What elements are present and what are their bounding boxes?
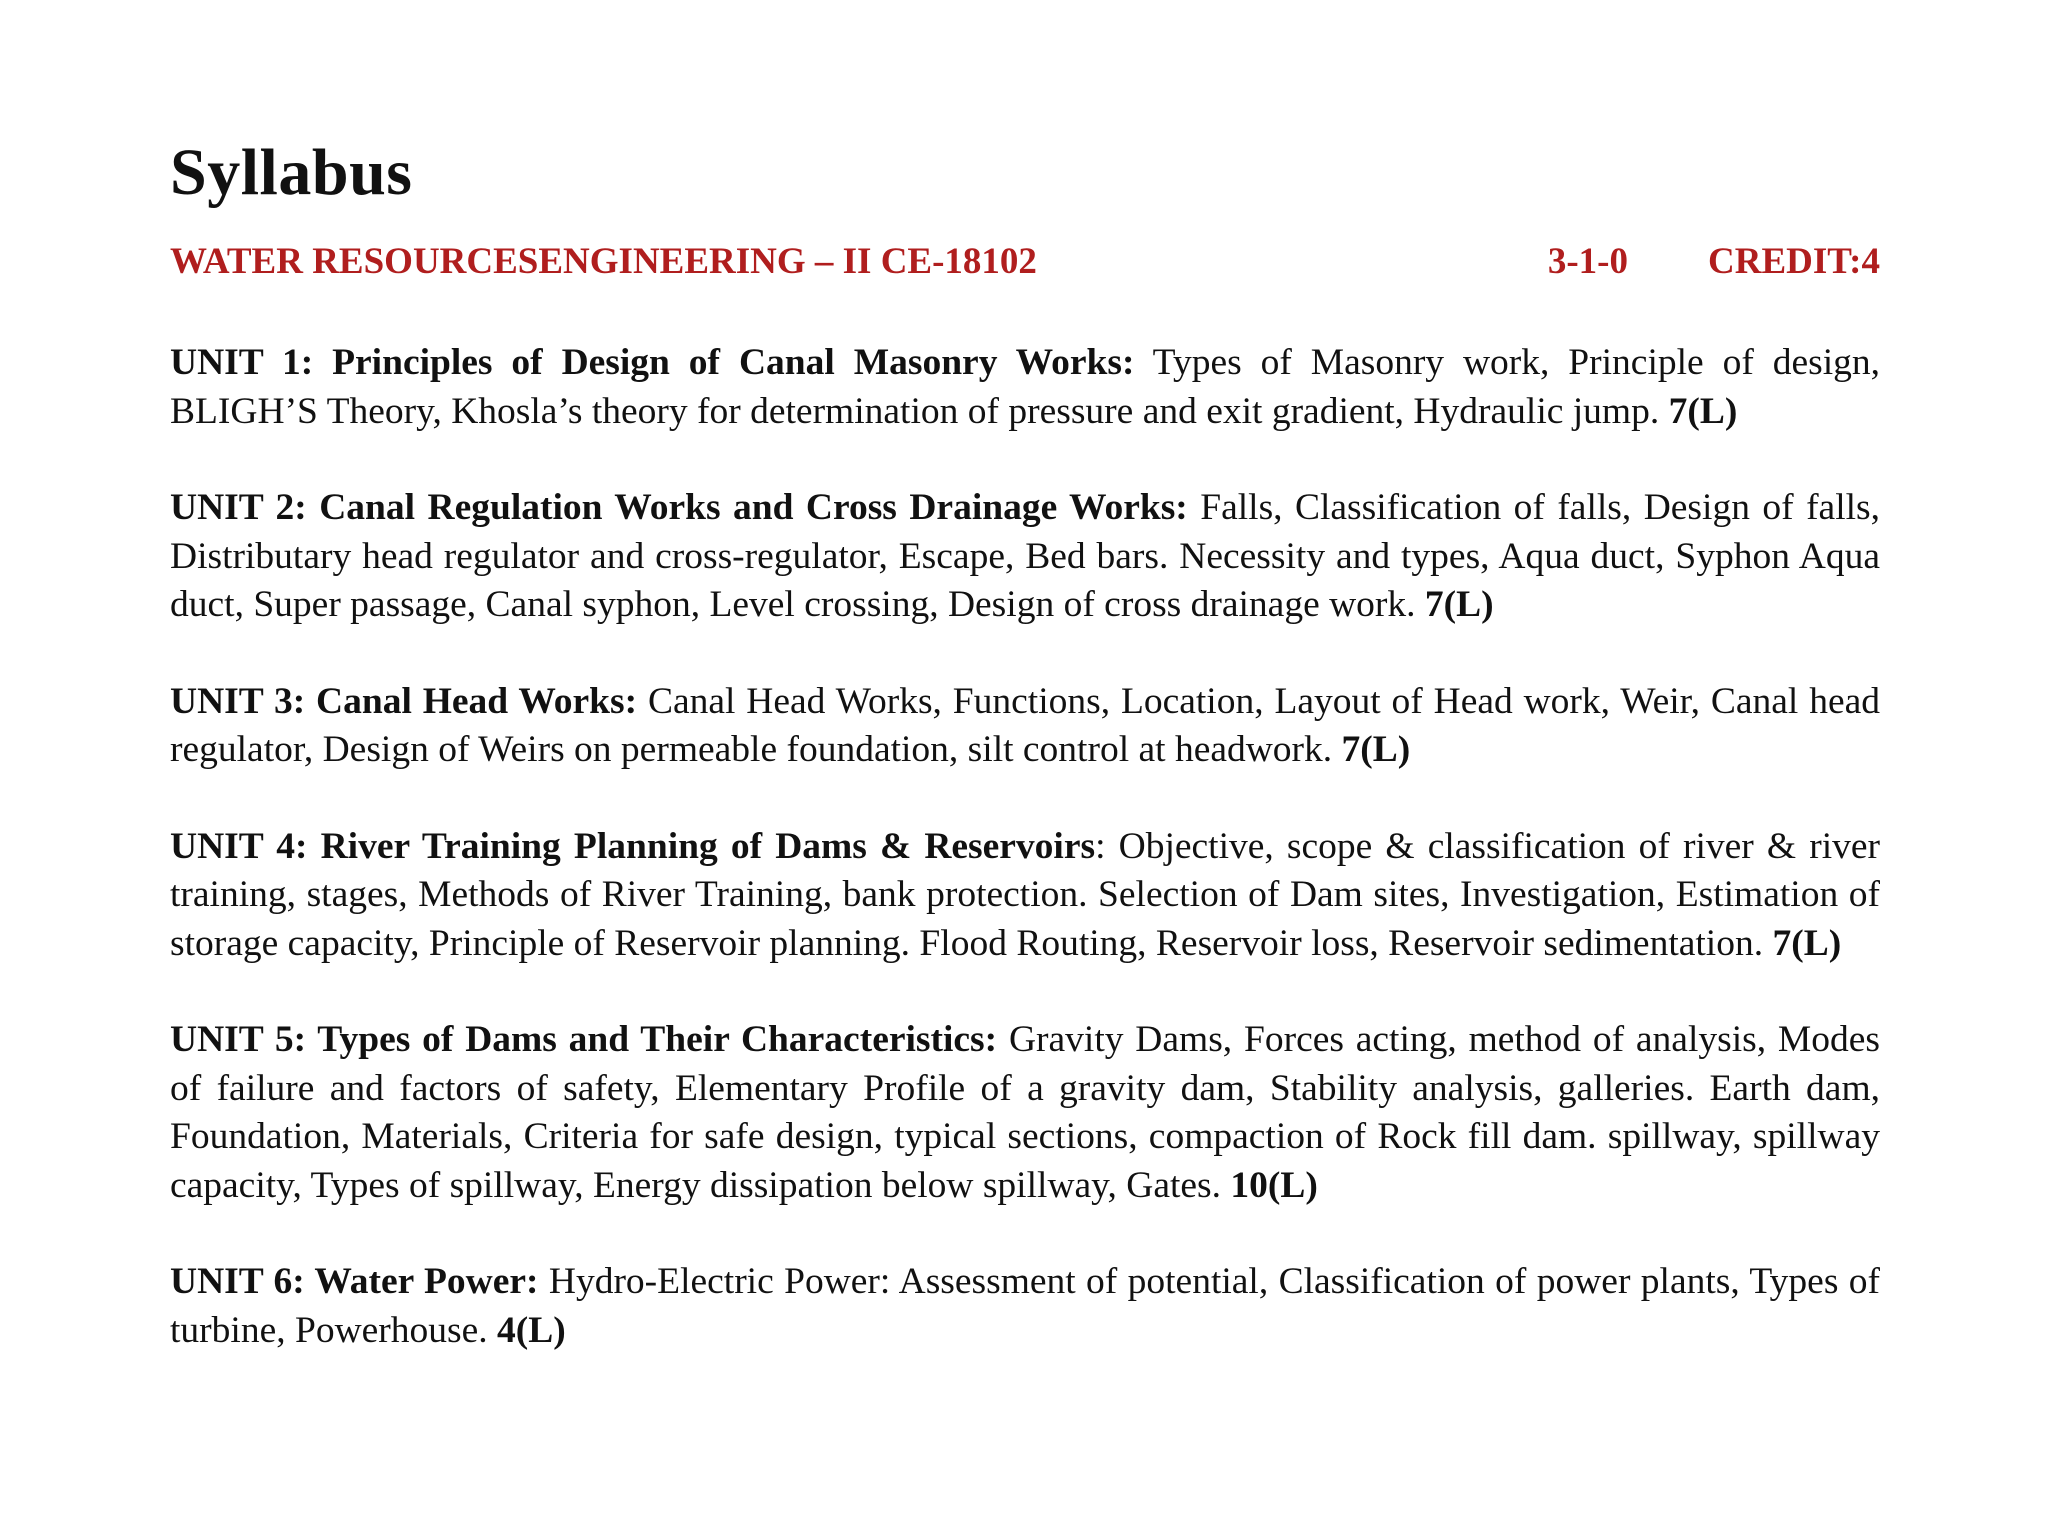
unit-heading: UNIT 4: River Training Planning of Dams & Reservoirs <box>170 825 1096 867</box>
course-credit: CREDIT:4 <box>1708 241 1880 282</box>
unit-heading: UNIT 6: Water Power: <box>170 1261 539 1302</box>
unit-2 <box>170 484 1880 630</box>
unit-body: Canal Head Works, Functions, Location, Layout of Head work, Weir, Canal head regulator, Design of Weirs on permeable foundation, silt control at headwork. <box>170 680 1880 770</box>
syllabus-slide <box>170 136 1881 1403</box>
page-title: Syllabus <box>170 136 413 209</box>
unit-separator: : <box>1095 825 1119 867</box>
unit-body: Falls, Classification of falls, Design of falls, Distributary head regulator and cross-regulator, Escape, Bed bars. Necessity and types, Aqua duct, Syphon Aqua duct, Super passage, Canal syphon, Level crossing, Design of cross drainage work. <box>170 487 1881 625</box>
unit-heading: UNIT 3: Canal Head Works: <box>170 680 638 722</box>
unit-heading: UNIT 5: Types of Dams and Their Characteristics: <box>170 1019 998 1060</box>
unit-lectures: 7(L) <box>1668 390 1738 432</box>
unit-heading: UNIT 2: Canal Regulation Works and Cross Drainage Works: <box>170 487 1188 528</box>
unit-separator <box>637 681 648 722</box>
unit-lectures: 7(L) <box>1424 584 1494 625</box>
unit-5 <box>170 1016 1880 1210</box>
unit-body: Hydro-Electric Power: Assessment of potential, Classification of power plants, Types of turbine, Powerhouse. <box>170 1261 1881 1351</box>
unit-separator <box>1188 487 1200 528</box>
course-header <box>170 240 1880 283</box>
unit-separator <box>1134 342 1152 383</box>
course-ltp: 3-1-0 <box>1547 241 1628 282</box>
unit-3 <box>170 678 1880 775</box>
unit-separator <box>539 1261 549 1302</box>
unit-lectures: 4(L) <box>497 1309 566 1351</box>
unit-heading: UNIT 1: Principles of Design of Canal Masonry Works: <box>170 342 1135 383</box>
unit-lectures: 7(L) <box>1772 922 1842 964</box>
unit-separator <box>997 1019 1009 1060</box>
unit-body: Gravity Dams, Forces acting, method of analysis, Modes of failure and factors of safety, Elementary Profile of a gravity dam, Stability analysis, galleries. Earth dam, Foundation, Materials, Criteria for safe design, typical sections, compaction of Rock fill dam. spillway, spillway capacity, Types of spillway, Energy dissipation below spillway, Gates. <box>170 1019 1880 1206</box>
unit-lectures: 10(L) <box>1230 1164 1318 1206</box>
unit-1 <box>170 339 1880 436</box>
unit-body: Types of Masonry work, Principle of design, BLIGH’S Theory, Khosla’s theory for determination of pressure and exit gradient, Hydraulic jump. <box>170 342 1881 432</box>
course-name: WATER RESOURCESENGINEERING – II CE-18102 <box>170 241 1037 282</box>
unit-6 <box>170 1258 1880 1355</box>
unit-4 <box>170 823 1880 969</box>
unit-body: Objective, scope & classification of river & river training, stages, Methods of River Training, bank protection. Selection of Dam sites, Investigation, Estimation of storage capacity, Principle of Reservoir planning. Flood Routing, Reservoir loss, Reservoir sedimentation. <box>170 825 1880 964</box>
unit-lectures: 7(L) <box>1341 729 1411 770</box>
